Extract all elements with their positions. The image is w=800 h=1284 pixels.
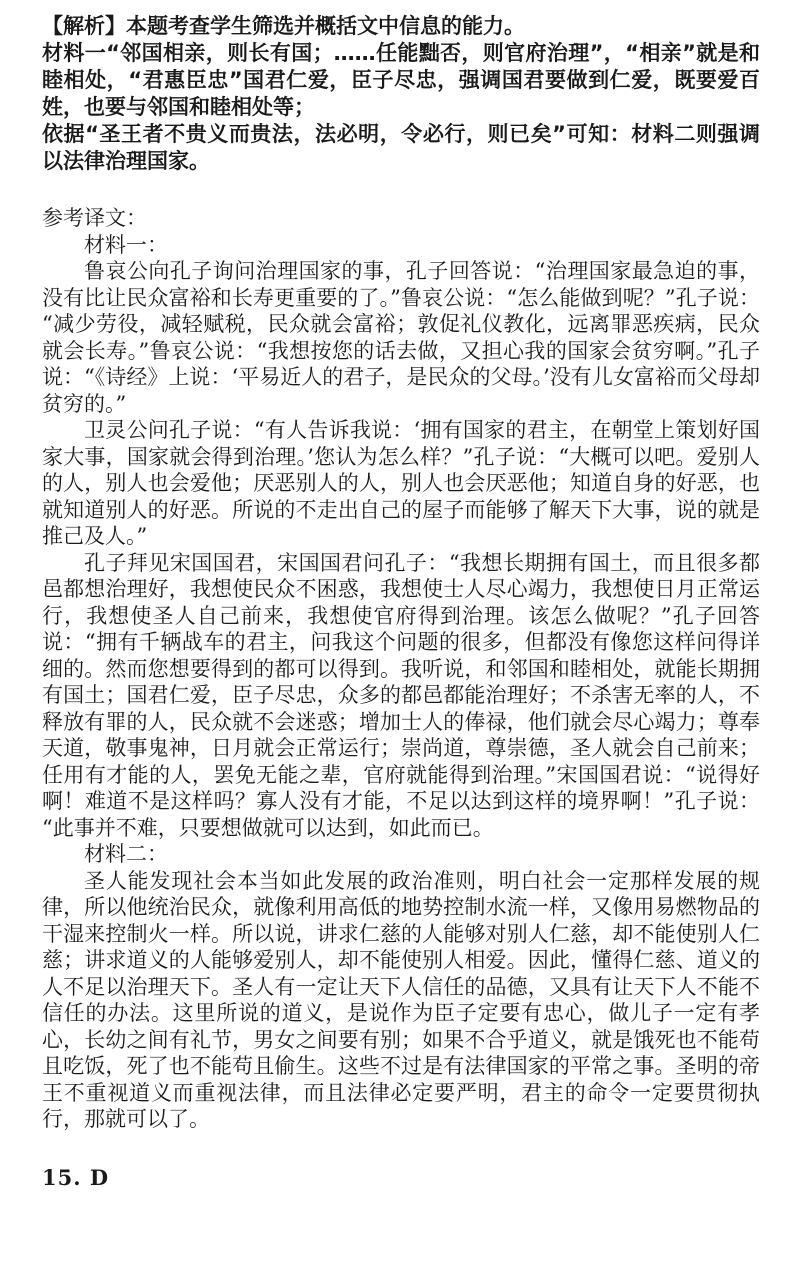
translation-section — [42, 205, 760, 1133]
translation-heading: 参考译文： — [42, 206, 147, 230]
analysis-paragraph-1: 【解析】本题考查学生筛选并概括文中信息的能力。 — [42, 14, 525, 38]
material-2-paragraph-1: 圣人能发现社会本当如此发展的政治准则，明白社会一定那样发展的规律，所以他统治民众，就像利用高低的地势控制水流一样，又像用易燃物品的干湿来控制火一样。所以说，讲求仁慈的人能够对别人仁慈，却不能使别人仁慈；讲求道义的人能够爱别人，却不能使别人相爱。因此，懂得仁慈、道义的人不足以治理天下。圣人有一定让天下人信任的品德，又具有让天下人不能不信任的办法。这里所说的道义，是说作为臣子定要有忠心，做儿子一定有孝心，长幼之间有礼节，男女之间要有别；如果不合乎道义，就是饿死也不能苟且吃饭，死了也不能苟且偷生。这些不过是有法律国家的平常之事。圣明的帝王不重视道义而重视法律，而且法律必定要严明，君主的命令一定要贯彻执行，那就可以了。 — [42, 868, 760, 1131]
material-2-label: 材料二： — [84, 842, 168, 866]
material-1-paragraph-1: 鲁哀公向孔子询问治理国家的事，孔子回答说：“治理国家最急迫的事，没有比让民众富裕和长寿更重要的了。”鲁哀公说：“怎么能做到呢？”孔子说：“减少劳役，减轻赋税，民众就会富裕；敦促礼仪教化，远离罪恶疾病，民众就会长寿。”鲁哀公说：“我想按您的话去做，又担心我的国家会贫穷啊。”孔子说：“《诗经》上说：‘平易近人的君子，是民众的父母。’没有儿女富裕而父母却贫穷的。” — [42, 259, 760, 416]
material-1-label: 材料一： — [84, 232, 168, 257]
analysis-paragraph-3: 依据“圣王者不贵义而贵法，法必明，令必行，则已矣”可知：材料二则强调以法律治理国家。 — [42, 122, 760, 173]
analysis-paragraph-2: 材料一“邻国相亲，则长有国；……任能黜否，则官府治理”，“相亲”就是和睦相处，“君惠臣忠”国君仁爱，臣子尽忠，强调国君要做到仁爱，既要爱百姓，也要与邻国和睦相处等； — [42, 41, 760, 119]
material-1-paragraph-2: 卫灵公问孔子说：“有人告诉我说：‘拥有国家的君主，在朝堂上策划好国家大事，国家就会得到治理。’您认为怎么样？”孔子说：“大概可以吧。爱别人的人，别人也会爱他；厌恶别人的人，别人也会厌恶他；知道自身的好恶，也就知道别人的好恶。所说的不走出自己的屋子而能够了解天下大事，说的就是推己及人。” — [42, 418, 760, 548]
analysis-section — [42, 13, 760, 175]
material-1-paragraph-3: 孔子拜见宋国国君，宋国国君问孔子：“我想长期拥有国土，而且很多都邑都想治理好，我想使民众不困惑，我想使士人尽心竭力，我想使日月正常运行，我想使圣人自己前来，我想使官府得到治理。该怎么做呢？”孔子回答说：“拥有千辆战车的君主，问我这个问题的很多，但都没有像您这样问得详细的。然而您想要得到的都可以得到。我听说，和邻国和睦相处，就能长期拥有国土；国君仁爱，臣子尽忠，众多的都邑都能治理好；不杀害无率的人，不释放有罪的人，民众就不会迷惑；增加士人的俸禄，他们就会尽心竭力；尊奉天道，敬事鬼神，日月就会正常运行；崇尚道，尊崇德，圣人就会自己前来；任用有才能的人，罢免无能之辈，官府就能得到治理。”宋国国君说：“说得好啊！难道不是这样吗？寡人没有才能，不足以达到这样的境界啊！”孔子说：“此事并不难，只要想做就可以达到，如此而已。 — [42, 550, 760, 840]
answer-line: 15. D — [42, 1164, 110, 1190]
